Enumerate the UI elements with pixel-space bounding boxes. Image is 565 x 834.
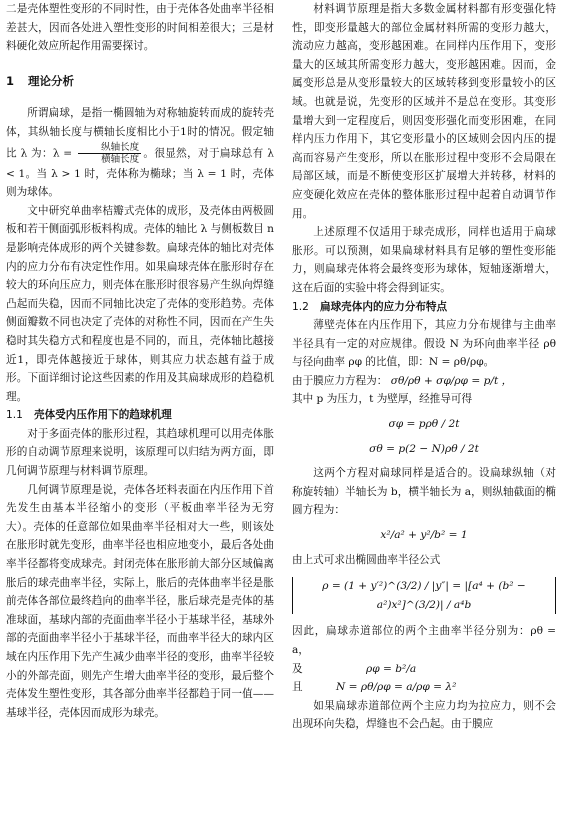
subsection-title: 壳体受内压作用下的趋球机理	[34, 409, 172, 422]
right-column	[292, 0, 556, 734]
rho-phi-equation: ρφ = b²/a	[365, 662, 417, 675]
paragraph: 其中 p 为压力，t 为壁厚，经推导可得	[292, 393, 473, 406]
subsection-title: 扁球壳体内的应力分布特点	[320, 300, 448, 313]
paragraph: 如果扁球赤道部位两个主应力均为拉应力，则不会出现环向失稳，焊缝也不会凸起。由于膜应	[292, 699, 556, 731]
paragraph: 由于膜应力方程为： σθ/ρθ + σφ/ρφ = p/t ，	[292, 374, 513, 387]
paragraph: 及 ρφ = b²/a	[292, 662, 417, 675]
sigma-phi-equation: σφ = pρθ / 2t	[388, 418, 460, 431]
rho-formula: ρ = (1 + y′²)^(3/2) / |y″| = |[a⁴ + (b² − a²)x²]^(3/2)| / a⁴b	[292, 577, 556, 614]
ellipse-equation: x²/a² + y²/b² = 1	[380, 529, 468, 542]
paragraph: 几何调节原理是说，壳体各坯料表面在内压作用下首先发生由基本半径缩小的变形（平板曲率半径为无穷大）。壳体的任意部位如果曲率半径相对大一些，则该处在胀形时就先变形，曲率半径也相应地变小，最后各处曲率半径都将变成球壳。封闭壳体在胀形前大部分区域偏离胀后的球壳曲率半径，实际上，胀后的壳体曲率半径是胀前壳体各部位最终趋向的曲率半径，胀后球壳是壳体的基准球面，基球内部的壳面曲率半径小于基球半径，基球外部的壳面曲率半径小于基球半径，而曲率半径大的球内区域在内压作用下先产生减少曲率半径的变形，曲率半径较小的外部壳面，则先产生增大曲率半径的变形，最后整个壳体发生塑性变形，其各部分曲率半径都趋于同一值——基球半径，壳体因而成形为球壳。	[6, 483, 274, 719]
paragraph: 上述原理不仅适用于球壳成形，同样也适用于扁球胀形。可以预测，如果扁球材料具有足够的塑性变形能力，则扁球壳体将会最终变形为球体，短轴逐渐增大，这在后面的实验中将会得到证实。	[292, 226, 556, 294]
paragraph: 所谓扁球，是指一椭圆轴为对称轴旋转而成的旋转壳体，其纵轴长度与横轴长度相比小于1时的情况。假定轴比 λ 为：λ = $\frac{\text{纵轴长度}}{\text{横轴长度}}$ 。很显然，对于扁球总有 λ < 1。当 λ > 1 时，壳体称为椭球；当 λ = 1 时，壳体则为球体。	[6, 107, 274, 199]
subsection-heading	[292, 298, 556, 317]
section-title: 理论分析	[28, 73, 74, 88]
paragraph: 由上式可求出椭圆曲率半径公式	[292, 553, 441, 566]
left-column	[6, 0, 274, 722]
paragraph: 这两个方程对扁球同样是适合的。设扁球纵轴（对称旋转轴）半轴长为 b，横半轴长为 a，则纵轴截面的椭圆方程为：	[292, 467, 556, 517]
paragraph: 因此，扁球赤道部位的两个主曲率半径分别为：ρθ = a，	[292, 625, 556, 656]
section-heading	[6, 72, 274, 91]
section-number: 1	[6, 73, 15, 88]
n-ratio-equation: N = ρθ/ρφ = a/ρφ = λ²	[335, 681, 457, 694]
membrane-equation: σθ/ρθ + σφ/ρφ = p/t ，	[390, 374, 513, 387]
paragraph: 文中研究单曲率桔瓣式壳体的成形，及壳体由两极圆板和若干侧面弧形板料构成。壳体的轴比 λ 与侧板数目 n 是影响壳体成形的两个关键参数。扁球壳体的轴比对壳体内的应力分布有决定性作用。如果扁球壳体在胀形时存在较大的环向压应力，则壳体在胀形时很容易产生纵向焊缝凸起而失稳，因而不同轴比决定了壳体的变形趋势。壳体侧面瓣数不同也决定了壳体的对称性不同，因而在产生失稳时其失稳方式和程度也是不同的，而且，壳体轴比越接近1，即壳体越接近于球体，则其应力状态越有益于成形。下面详细讨论这些因素的作用及其扁球成形的趋稳机理。	[6, 204, 274, 403]
paragraph: 二是壳体塑性变形的不同时性，由于壳体各处曲率半径相差甚大，因而各处进入塑性变形的时间相差很大；三是材料硬化效应所起作用需要探讨。	[6, 3, 274, 53]
paragraph: 薄壁壳体在内压作用下，其应力分布规律与主曲率半径具有一定的对应规律。假设 N 为环向曲率半径 ρθ 与径向曲率 ρφ 的比值，即：N = ρθ/ρφ。	[292, 319, 556, 369]
subsection-number: 1.1	[6, 409, 23, 422]
paragraph: 且 N = ρθ/ρφ = a/ρφ = λ²	[292, 681, 457, 694]
subsection-number: 1.2	[292, 300, 309, 313]
sigma-theta-equation: σθ = p(2 − N)ρθ / 2t	[369, 442, 479, 455]
paragraph: 材料调节原理是指大多数金属材料都有形变强化特性，即变形量越大的部位金属材料所需的变形力越大，流动应力越高，变形越困难。在同样内压作用下，变形量大的区域其所需变形力越大，变形越困难。因而，金属变形总是从变形量较大的区域转移到变形量较小的区域。也就是说，先变形的区域并不是总在变形。其变形量增大到一定程度后，则因变形强化而变形困难，在同样内压力作用下，其它变形量小的区域则会因内压的提高而容易产生变形，所以在胀形过程中变形不会局限在局部区域，而是不断使变形区扩展增大并转移，材料的应变硬化效应在壳体的整体胀形过程中起着自动调节作用。	[292, 3, 556, 220]
rho-formula-block	[292, 577, 556, 614]
paragraph: 对于多面壳体的胀形过程，其趋球机理可以用壳体胀形的自动调节原理来说明，该原理可以归结为两方面，即几何调节原理与材料调节原理。	[6, 427, 274, 478]
subsection-heading	[6, 406, 274, 425]
axis-ratio-fraction: $\frac{\text{纵轴长度}}{\text{横轴长度}}$	[78, 142, 141, 165]
